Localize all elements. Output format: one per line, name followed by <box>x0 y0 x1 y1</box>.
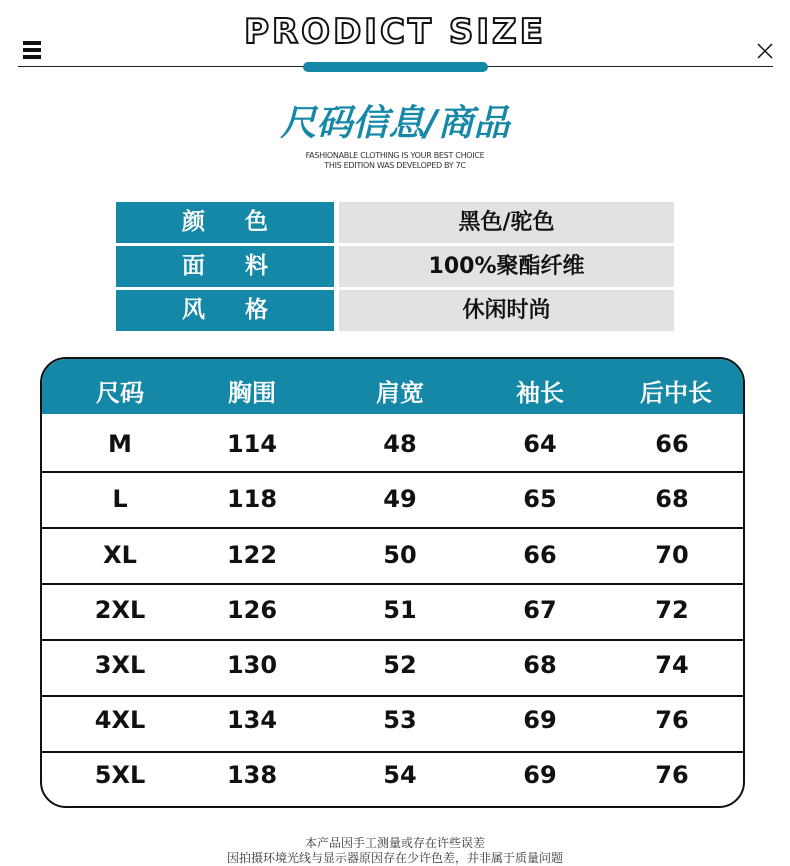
sleeve-cell: 67 <box>523 596 557 624</box>
sleeve-cell: 65 <box>523 485 557 513</box>
sleeve-cell: 68 <box>523 651 557 679</box>
header-accent-bar <box>303 62 488 72</box>
shoulder-cell: 50 <box>383 541 417 569</box>
table-row <box>42 416 745 471</box>
back-length-cell: 76 <box>655 706 689 734</box>
page-title: PRODICT SIZE <box>244 12 546 52</box>
table-row <box>42 747 745 802</box>
info-value: 休闲时尚 <box>339 290 674 331</box>
info-value: 100%聚酯纤维 <box>339 246 674 287</box>
info-label: 颜色 <box>116 202 334 243</box>
info-value: 黑色/驼色 <box>339 202 674 243</box>
shoulder-cell: 51 <box>383 596 417 624</box>
chest-cell: 122 <box>226 541 278 569</box>
shoulder-cell: 49 <box>383 485 417 513</box>
info-label: 风格 <box>116 290 334 331</box>
column-header: 袖长 <box>516 379 564 407</box>
table-row <box>42 582 745 637</box>
chest-cell: 114 <box>226 430 278 458</box>
size-cell: XL <box>103 541 137 569</box>
back-length-cell: 70 <box>655 541 689 569</box>
size-cell: L <box>112 485 128 513</box>
shoulder-cell: 52 <box>383 651 417 679</box>
sleeve-cell: 69 <box>523 761 557 789</box>
chest-cell: 138 <box>226 761 278 789</box>
section-title: 尺码信息/商品 <box>280 103 510 144</box>
footnote-line-2: 因拍摄环境光线与显示器原因存在少许色差，并非属于质量问题 <box>226 851 563 865</box>
info-label: 面料 <box>116 246 334 287</box>
size-cell: 5XL <box>94 761 146 789</box>
tagline-line-1: FASHIONABLE CLOTHING IS YOUR BEST CHOICE <box>305 151 485 160</box>
tagline-line-2: THIS EDITION WAS DEVELOPED BY 7C <box>324 161 466 170</box>
table-row <box>42 527 745 582</box>
size-cell: 2XL <box>94 596 146 624</box>
table-row <box>42 637 745 692</box>
chest-cell: 134 <box>226 706 278 734</box>
sleeve-cell: 64 <box>523 430 557 458</box>
size-cell: 3XL <box>94 651 146 679</box>
footnote-line-1: 本产品因手工测量或存在许些误差 <box>304 836 485 850</box>
column-header: 后中长 <box>640 379 712 407</box>
size-cell: 4XL <box>94 706 146 734</box>
sleeve-cell: 69 <box>523 706 557 734</box>
sleeve-cell: 66 <box>523 541 557 569</box>
column-header: 胸围 <box>228 379 276 407</box>
column-header: 尺码 <box>96 379 144 407</box>
chest-cell: 130 <box>226 651 278 679</box>
size-cell: M <box>108 430 132 458</box>
column-header: 肩宽 <box>376 379 424 407</box>
shoulder-cell: 54 <box>383 761 417 789</box>
back-length-cell: 74 <box>655 651 689 679</box>
chest-cell: 118 <box>226 485 278 513</box>
chest-cell: 126 <box>226 596 278 624</box>
shoulder-cell: 48 <box>383 430 417 458</box>
close-icon[interactable] <box>756 42 774 60</box>
size-table <box>40 357 745 808</box>
table-row <box>42 471 745 526</box>
back-length-cell: 68 <box>655 485 689 513</box>
table-row <box>42 692 745 747</box>
back-length-cell: 66 <box>655 430 689 458</box>
back-length-cell: 76 <box>655 761 689 789</box>
size-table-header <box>42 359 745 414</box>
back-length-cell: 72 <box>655 596 689 624</box>
shoulder-cell: 53 <box>383 706 417 734</box>
